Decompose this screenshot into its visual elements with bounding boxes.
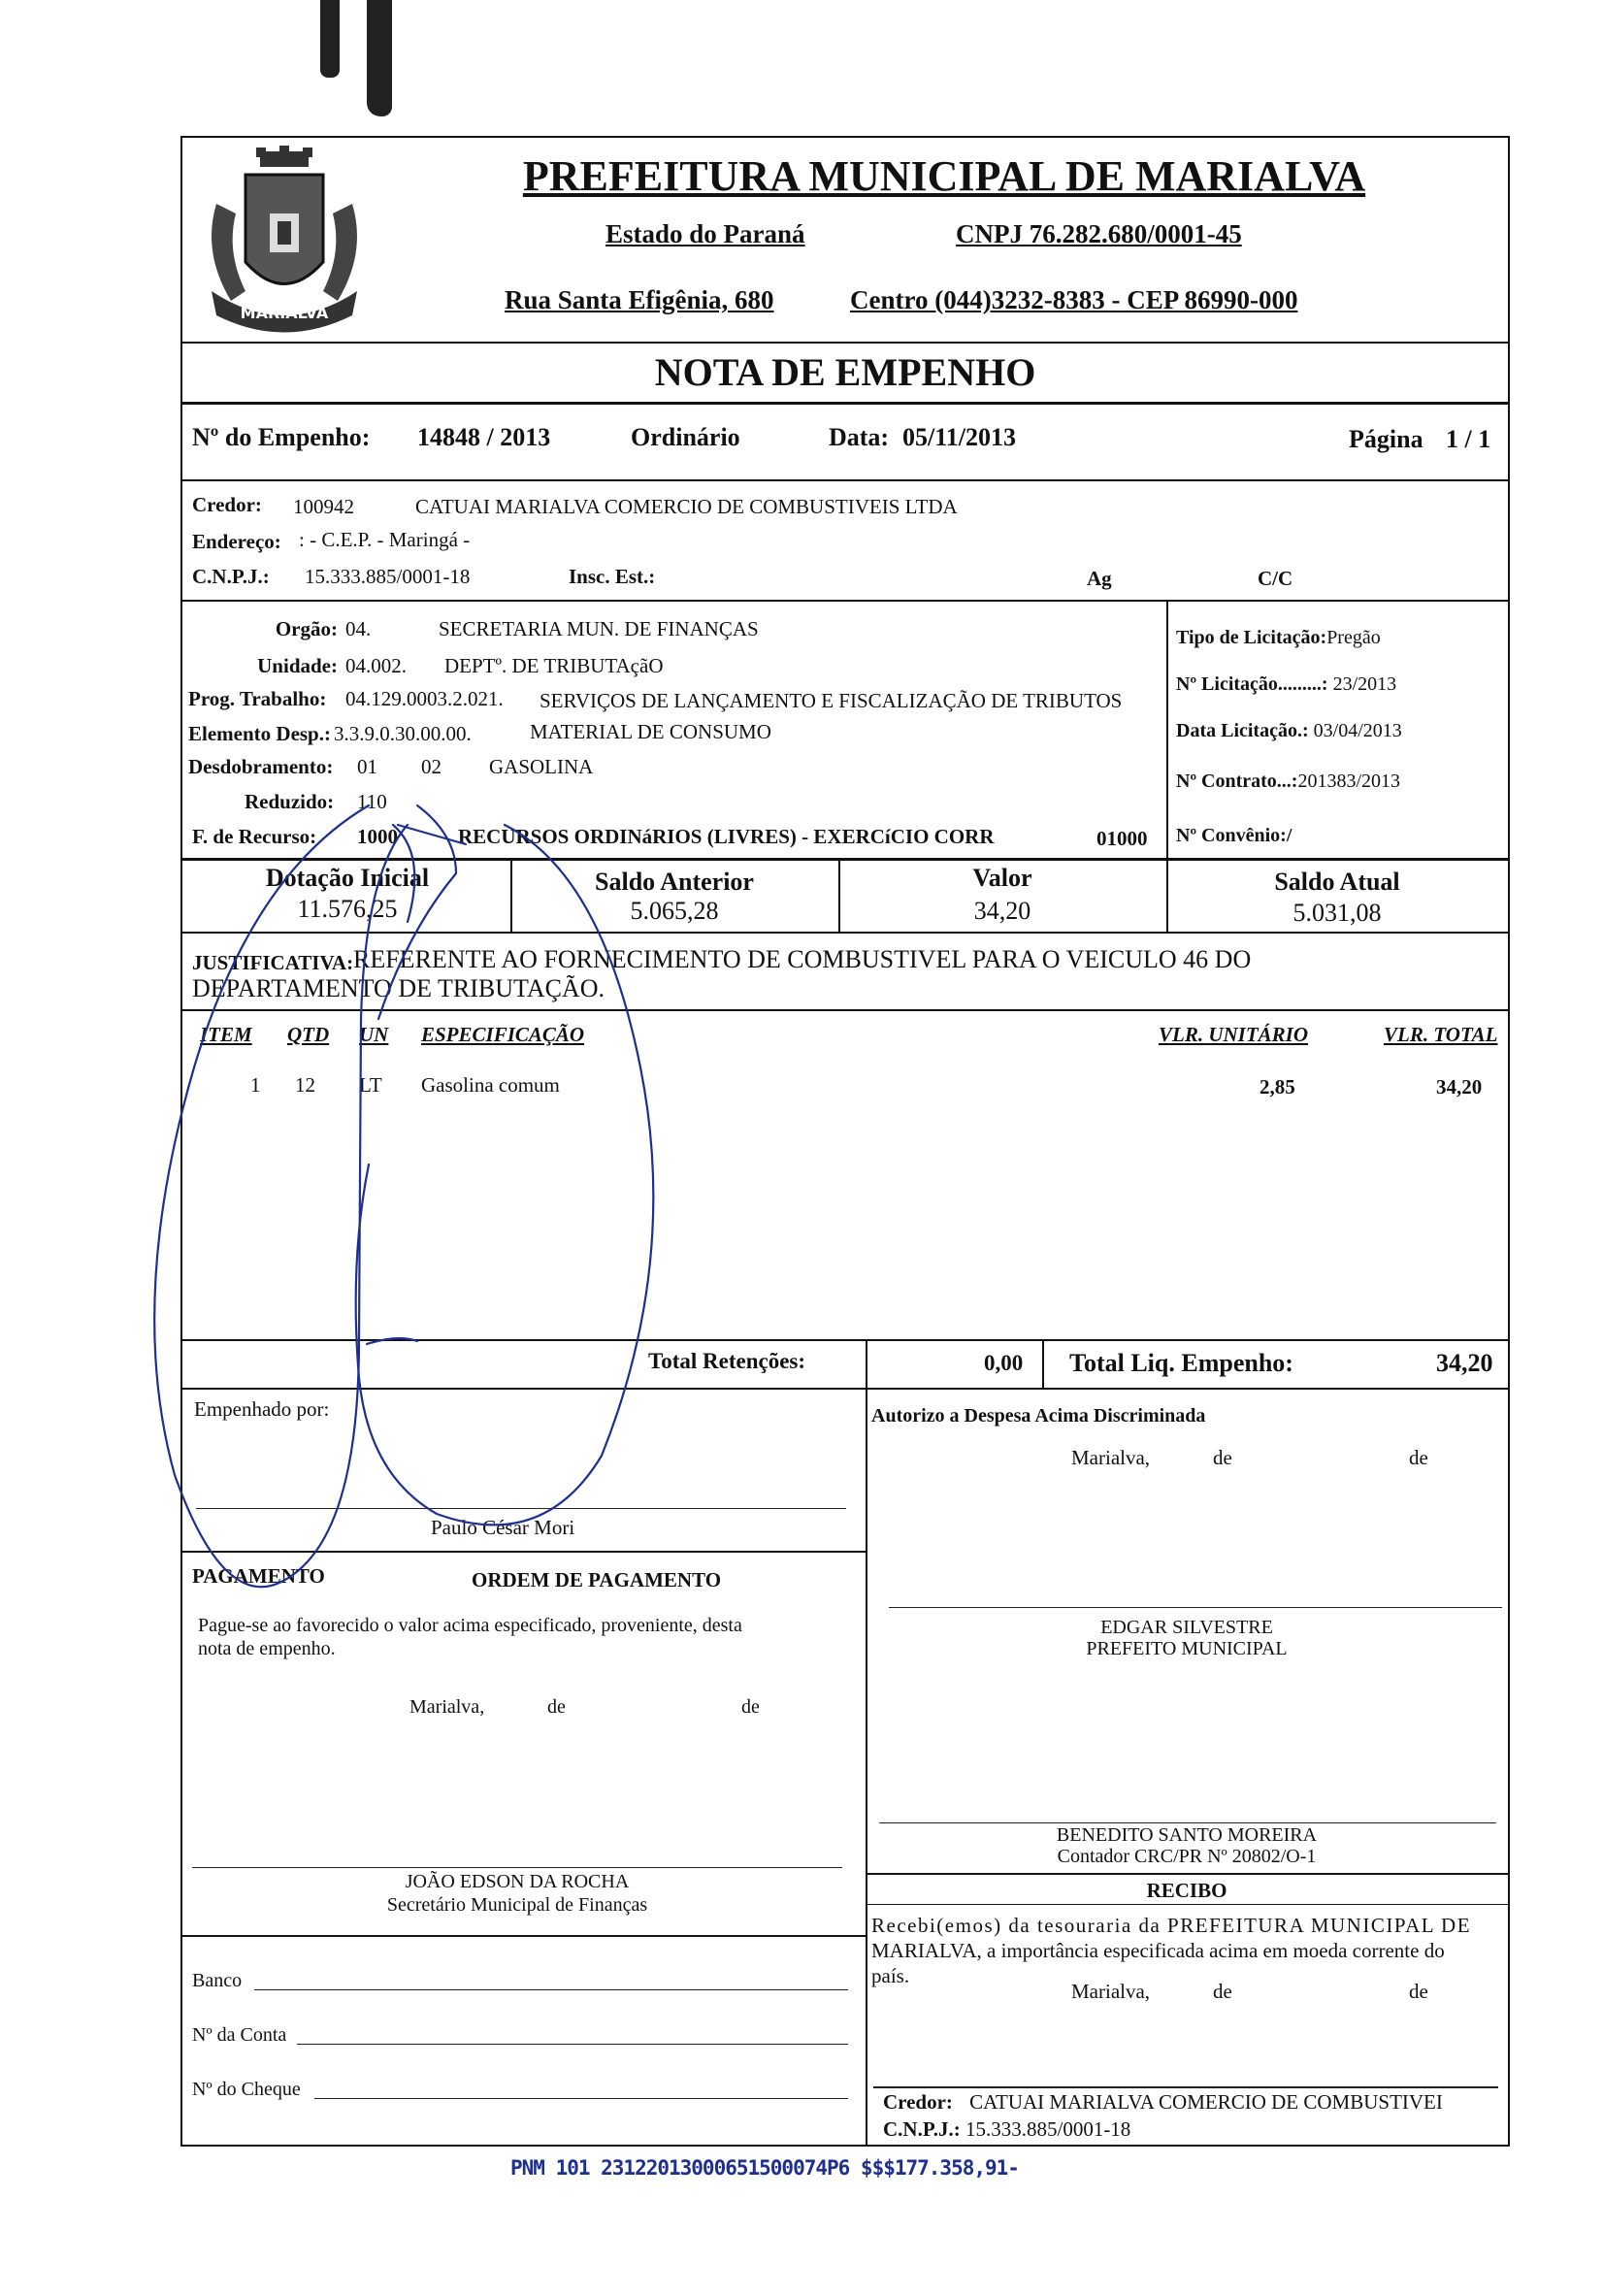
saldo-atual-label: Saldo Atual (1274, 868, 1400, 896)
spec-header: ESPECIFICAÇÃO (421, 1023, 585, 1046)
pagamento-text-1: Pague-se ao favorecido o valor acima especificado, proveniente, desta (198, 1615, 742, 1636)
empenho-type: Ordinário (631, 423, 740, 451)
recurso-code: 1000 (357, 825, 398, 848)
insc-est-label: Insc. Est.: (569, 565, 656, 588)
saldo-anterior-label: Saldo Anterior (595, 868, 754, 896)
recibo-credor-name: CATUAI MARIALVA COMERCIO DE COMBUSTIVEI (969, 2090, 1443, 2114)
pagamento-de-1: de (547, 1696, 566, 1718)
recibo-text-1: Recebi(emos) da tesouraria da PREFEITURA MUNICIPAL DE (871, 1914, 1472, 1937)
pagamento-label: PAGAMENTO (192, 1564, 325, 1588)
prefeito-name: EDGAR SILVESTRE (1100, 1617, 1273, 1638)
table-row-spec: Gasolina comum (421, 1073, 560, 1097)
contador-name: BENEDITO SANTO MOREIRA (1056, 1824, 1318, 1846)
ordem-pagamento-title: ORDEM DE PAGAMENTO (472, 1568, 722, 1591)
tipo-licitacao-value: Pregão (1326, 627, 1381, 648)
autorizo-de-2: de (1409, 1446, 1428, 1469)
liquido-label: Total Liq. Empenho: (1069, 1349, 1293, 1377)
unidade-label: Unidade: (257, 654, 338, 677)
orgao-name: SECRETARIA MUN. DE FINANÇAS (439, 617, 759, 640)
recibo-de-2: de (1409, 1980, 1428, 2003)
ag-label: Ag (1087, 567, 1112, 590)
table-row-item: 1 (250, 1073, 261, 1097)
numero-licitacao-label: Nº Licitação.........: (1176, 673, 1328, 695)
saldo-anterior-value: 5.065,28 (630, 897, 719, 925)
cnpj-label: CNPJ 76.282.680/0001-45 (956, 219, 1242, 248)
credor-cnpj: 15.333.885/0001-18 (305, 565, 471, 588)
recurso-label: F. de Recurso: (192, 825, 317, 848)
recurso-code2: 01000 (1096, 827, 1148, 850)
empenhado-name: Paulo César Mori (431, 1516, 575, 1539)
table-row-un: LT (359, 1073, 382, 1097)
table-row-total: 34,20 (1436, 1075, 1483, 1099)
table-row-unit-price: 2,85 (1260, 1075, 1295, 1099)
saldo-atual-value: 5.031,08 (1292, 899, 1382, 927)
recurso-name: RECURSOS ORDINáRIOS (LIVRES) - EXERCíCIO CORR (458, 825, 995, 848)
conta-label: Nº da Conta (192, 2024, 287, 2046)
dotacao-label: Dotação Inicial (265, 864, 430, 892)
credor-name: CATUAI MARIALVA COMERCIO DE COMBUSTIVEIS LTDA (415, 495, 958, 518)
tipo-licitacao-label: Tipo de Licitação: (1176, 627, 1327, 648)
unit-price-header: VLR. UNITÁRIO (1159, 1023, 1309, 1046)
contador-title: Contador CRC/PR Nº 20802/O-1 (1057, 1846, 1317, 1867)
seal-text: MARIALVA (240, 304, 329, 322)
qtd-header: QTD (287, 1023, 330, 1046)
credor-address: : - C.E.P. - Maringá - (299, 528, 471, 551)
prog-trabalho-code: 04.129.0003.2.021. (345, 687, 504, 710)
numero-licitacao-value: 23/2013 (1332, 673, 1397, 695)
desdobramento-a: 01 (357, 755, 377, 778)
reduzido-label: Reduzido: (245, 790, 335, 813)
dotacao-value: 11.576,25 (297, 895, 398, 923)
address-label: Rua Santa Efigênia, 680 (505, 285, 774, 314)
recibo-cnpj-label: C.N.P.J.: (883, 2117, 961, 2141)
desdobramento-name: GASOLINA (489, 755, 594, 778)
secretario-name: JOÃO EDSON DA ROCHA (405, 1871, 630, 1892)
autorizo-label: Autorizo a Despesa Acima Discriminada (871, 1405, 1206, 1427)
reduzido-value: 110 (357, 790, 387, 813)
org-title: PREFEITURA MUNICIPAL DE MARIALVA (522, 152, 1366, 200)
page-number: 1 / 1 (1446, 425, 1491, 453)
autorizo-city: Marialva, (1071, 1446, 1151, 1469)
elemento-code: 3.3.9.0.30.00.00. (334, 722, 472, 745)
state-label: Estado do Paraná (605, 219, 805, 248)
desdobramento-b: 02 (421, 755, 442, 778)
credor-code: 100942 (293, 495, 354, 518)
contact-label: Centro (044)3232-8383 - CEP 86990-000 (850, 285, 1298, 314)
pagamento-text-2: nota de empenho. (198, 1638, 336, 1659)
date-label: Data: (829, 423, 890, 451)
data-licitacao-label: Data Licitação.: (1176, 720, 1309, 741)
contrato-value: 201383/2013 (1297, 771, 1401, 792)
convenio-label: Nº Convênio:/ (1176, 825, 1292, 846)
unidade-code: 04.002. (345, 654, 407, 677)
valor-label: Valor (972, 864, 1032, 892)
recibo-text-2: MARIALVA, a importância especificada acima em moeda corrente do (871, 1939, 1445, 1962)
elemento-name: MATERIAL DE CONSUMO (530, 720, 771, 743)
justificativa-label: JUSTIFICATIVA: (192, 951, 354, 974)
desdobramento-label: Desdobramento: (188, 755, 334, 778)
recibo-de-1: de (1213, 1980, 1232, 2003)
un-header: UN (359, 1023, 389, 1046)
empenhado-label: Empenhado por: (194, 1397, 330, 1421)
orgao-label: Orgão: (275, 617, 338, 640)
justificativa-line1: REFERENTE AO FORNECIMENTO DE COMBUSTIVEL PARA O VEICULO 46 DO (353, 945, 1252, 973)
empenho-number: 14848 / 2013 (417, 423, 551, 451)
retencoes-value: 0,00 (984, 1351, 1024, 1375)
autorizo-de-1: de (1213, 1446, 1232, 1469)
document-title: NOTA DE EMPENHO (654, 350, 1036, 394)
recibo-credor-label: Credor: (883, 2090, 953, 2114)
empenho-number-label: Nº do Empenho: (192, 423, 371, 451)
total-header: VLR. TOTAL (1384, 1023, 1498, 1046)
orgao-code: 04. (345, 617, 372, 640)
item-header: ITEM (200, 1023, 252, 1046)
data-licitacao-value: 03/04/2013 (1313, 720, 1402, 741)
recibo-cnpj-value: 15.333.885/0001-18 (965, 2117, 1131, 2141)
prog-trabalho-label: Prog. Trabalho: (188, 687, 327, 710)
empenho-date: 05/11/2013 (902, 423, 1017, 451)
prefeito-title: PREFEITO MUNICIPAL (1086, 1638, 1288, 1659)
cc-label: C/C (1258, 567, 1293, 590)
recibo-title: RECIBO (1146, 1879, 1227, 1902)
credor-label: Credor: (192, 493, 262, 516)
justificativa-line2: DEPARTAMENTO DE TRIBUTAÇÃO. (192, 974, 605, 1002)
footer-code: PNM 101 23122013000651500074P6 $$$177.358,91- (510, 2156, 1019, 2180)
recibo-text-3: país. (871, 1964, 910, 1987)
unidade-name: DEPTº. DE TRIBUTAçãO (444, 654, 664, 677)
page-label: Página (1349, 425, 1423, 453)
cheque-label: Nº do Cheque (192, 2079, 301, 2100)
valor-value: 34,20 (973, 897, 1031, 925)
banco-label: Banco (192, 1970, 243, 1991)
cnpj-field-label: C.N.P.J.: (192, 565, 270, 588)
elemento-label: Elemento Desp.: (188, 722, 331, 745)
contrato-label: Nº Contrato...: (1176, 771, 1298, 792)
prog-trabalho-name: SERVIÇOS DE LANÇAMENTO E FISCALIZAÇÃO DE TRIBUTOS (540, 689, 1123, 712)
retencoes-label: Total Retenções: (648, 1349, 806, 1373)
liquido-value: 34,20 (1436, 1349, 1493, 1377)
pagamento-city: Marialva, (409, 1696, 485, 1718)
address-field-label: Endereço: (192, 530, 281, 553)
table-row-qtd: 12 (295, 1073, 315, 1097)
recibo-city: Marialva, (1071, 1980, 1151, 2003)
pagamento-de-2: de (741, 1696, 760, 1718)
secretario-title: Secretário Municipal de Finanças (386, 1894, 648, 1916)
